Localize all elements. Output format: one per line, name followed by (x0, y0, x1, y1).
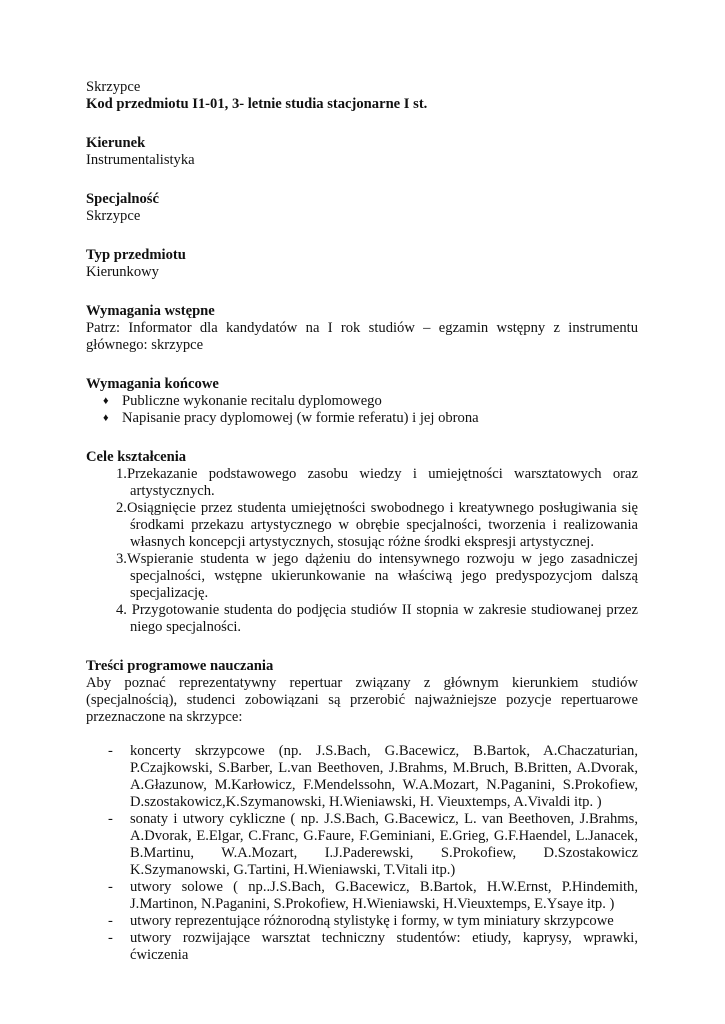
wymagania-koncowe-heading: Wymagania końcowe (86, 376, 219, 392)
list-item (103, 393, 638, 410)
diamond-bullet-icon: ♦ (103, 395, 109, 407)
course-code-line: Kod przedmiotu I1-01, 3- letnie studia stacjonarne I st. (86, 96, 428, 112)
wymagania-koncowe-list (86, 393, 638, 427)
diamond-bullet-icon: ♦ (103, 412, 109, 424)
dash-bullet: - (108, 811, 113, 827)
list-item-text: Wspieranie studenta w jego dążeniu do intensywnego rozwoju w jego zasadniczej specjalności, wstępne ukierunkowanie na właściwą jego predyspozycjom dalszą specjalizację. (126, 551, 638, 601)
list-item (86, 551, 638, 602)
tresci-intro: Aby poznać reprezentatywny repertuar związany z głównym kierunkiem studiów (specjalnością), studenci zobowiązani są przerobić najważniejsze pozycje repertuarowe przeznaczone na skrzypce: (86, 675, 638, 725)
list-item (86, 602, 638, 636)
list-item-text: Napisanie pracy dyplomowej (w formie referatu) i jej obrona (122, 410, 479, 426)
dash-bullet: - (108, 879, 113, 895)
tresci-list (86, 743, 638, 964)
list-item (86, 879, 638, 913)
list-number: 4. (116, 602, 132, 618)
list-number: 3. (116, 551, 127, 567)
kierunek-heading: Kierunek (86, 135, 146, 151)
list-item-text: utwory solowe ( np..J.S.Bach, G.Bacewicz, B.Bartok, H.W.Ernst, P.Hindemith, J.Martinon, N.Paganini, S.Prokofiew, H.Wieniawski, H.Vieuxtemps, E.Ysaye itp. ) (130, 879, 638, 912)
list-item-text: koncerty skrzypcowe (np. J.S.Bach, G.Bacewicz, B.Bartok, A.Chaczaturian, P.Czajkowski, S.Barber, L.van Beethoven, J.Brahms, M.Bruch, B.Britten, A.Dvorak, A.Głazunow, M.Karłowicz, F.Mendelssohn, W.A.Mozart, N.Paganini, S.Prokofiew, D.szostakowicz,K.Szymanowski, H.Wieniawski, H. Vieuxtemps, A.Vivaldi itp. ) (130, 743, 638, 810)
dash-bullet: - (108, 913, 113, 929)
list-item (86, 500, 638, 551)
typ-heading: Typ przedmiotu (86, 247, 186, 263)
list-number: 1. (116, 466, 127, 482)
list-item-text: utwory reprezentujące różnorodną stylistykę i formy, w tym miniatury skrzypcowe (130, 913, 614, 929)
list-item (86, 466, 638, 500)
list-item (86, 913, 638, 930)
wymagania-wstepne-heading: Wymagania wstępne (86, 303, 215, 319)
subject-title: Skrzypce (86, 79, 141, 95)
cele-list (86, 466, 638, 636)
cele-heading: Cele kształcenia (86, 449, 187, 465)
specjalnosc-value: Skrzypce (86, 208, 141, 224)
list-item (86, 930, 638, 964)
document-page (86, 79, 638, 964)
list-number: 2. (116, 500, 127, 516)
tresci-heading: Treści programowe nauczania (86, 658, 274, 674)
list-item-text: Publiczne wykonanie recitalu dyplomowego (122, 393, 382, 409)
list-item-text: Przygotowanie studenta do podjęcia studiów II stopnia w zakresie studiowanej przez niego specjalności. (130, 602, 639, 635)
typ-value: Kierunkowy (86, 264, 159, 280)
list-item-text: sonaty i utwory cykliczne ( np. J.S.Bach, G.Bacewicz, L. van Beethoven, J.Brahms, A.Dvorak, E.Elgar, C.Franc, G.Faure, F.Geminiani, E.Grieg, G.F.Haendel, L.Janacek, B.Martinu, W.A.Mozart, I.J.Paderewski, S.Prokofiew, D.Szostakowicz K.Szymanowski, G.Tartini, H.Wieniawski, T.Vitali itp.) (130, 811, 638, 878)
list-item (103, 410, 638, 427)
kierunek-value: Instrumentalistyka (86, 152, 195, 168)
list-item (86, 811, 638, 879)
list-item-text: Osiągnięcie przez studenta umiejętności swobodnego i kreatywnego posługiwania się środkami przekazu artystycznego w obrębie specjalności, tworzenia i realizowania własnych koncepcji artystycznych, stosując różne środki ekspresji artystycznej. (126, 500, 638, 550)
specjalnosc-heading: Specjalność (86, 191, 159, 207)
list-item-text: utwory rozwijające warsztat techniczny studentów: etiudy, kaprysy, wprawki, ćwiczenia (130, 930, 638, 963)
wymagania-wstepne-text: Patrz: Informator dla kandydatów na I rok studiów – egzamin wstępny z instrumentu głównego: skrzypce (86, 320, 638, 353)
list-item (86, 743, 638, 811)
dash-bullet: - (108, 743, 113, 759)
list-item-text: Przekazanie podstawowego zasobu wiedzy i umiejętności warsztatowych oraz artystycznych. (126, 466, 638, 499)
dash-bullet: - (108, 930, 113, 946)
